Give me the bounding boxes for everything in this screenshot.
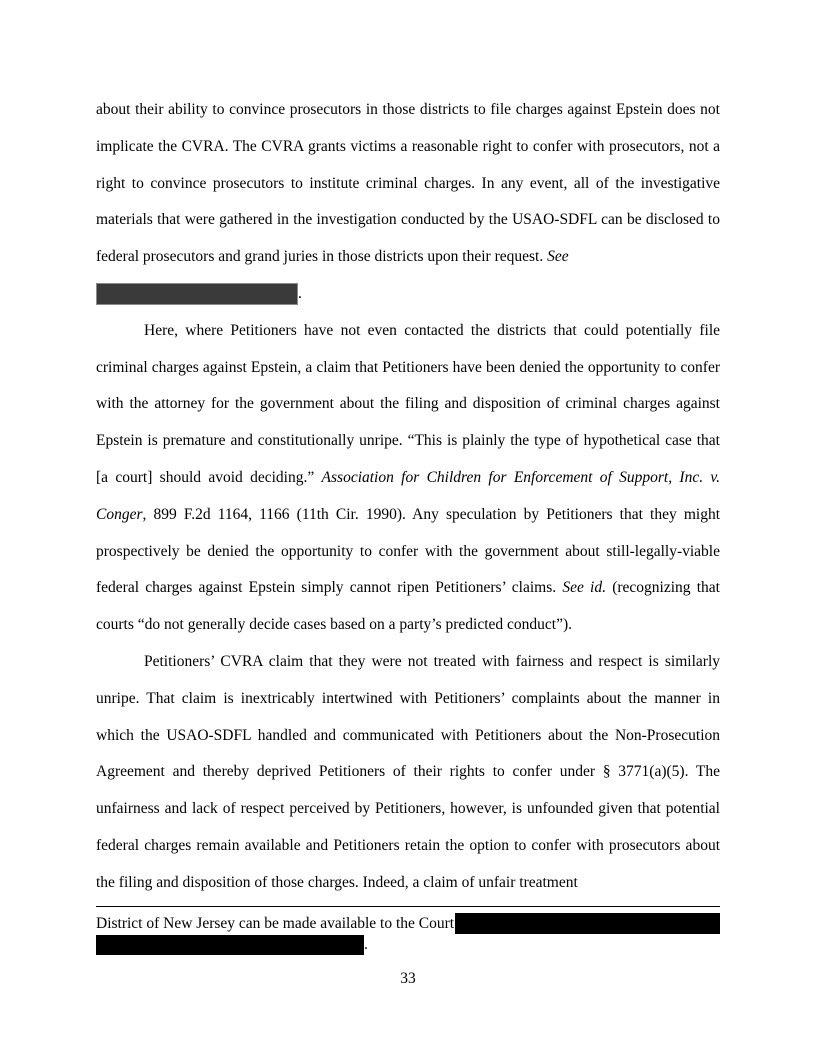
redaction-box [455, 913, 720, 934]
paragraph-text: , 899 F.2d 1164, 1166 (11th Cir. 1990). Any speculation by Petitioners that they might prospectively be denied the opportunity to confer with the government about still-legally-viable federal charges against Epstein simply cannot ripen Petitioners’ claims. [96, 505, 720, 597]
paragraph-text: Petitioners’ CVRA claim that they were not treated with fairness and respect is similarly unripe. That claim is inextricably intertwined with Petitioners’ complaints about the manner in which the USAO-SDFL handled and communicated with Petitioners about the Non-Prosecution Agreement and thereby deprived Petitioners of their rights to confer under § 3771(a)(5). The unfairness and lack of respect perceived by Petitioners, however, is unfounded given that potential federal charges remain available and Petitioners retain the option to confer with prosecutors about the filing and disposition of those charges. Indeed, a claim of unfair treatment [96, 652, 720, 891]
paragraph-fairness [96, 644, 720, 902]
citation-signal: See id. [562, 579, 606, 597]
redaction-box [96, 935, 364, 955]
redaction-box [96, 283, 298, 305]
paragraph-ripeness [96, 313, 720, 644]
footnote-divider [96, 906, 720, 907]
sentence-period: . [298, 284, 302, 302]
paragraph-text: Here, where Petitioners have not even contacted the districts that could potentially file criminal charges against Epstein, a claim that Petitioners have been denied the opportunity to confer with the attorney for the government about the filing and disposition of criminal charges against Epstein is premature and constitutionally unripe. “This is plainly the type of hypothetical case that [a court] should avoid deciding.” [96, 321, 720, 486]
footnote-text: District of New Jersey can be made available to the Court [96, 915, 455, 932]
paragraph-text: about their ability to convince prosecutors in those districts to file charges against Epstein does not implicate the CVRA. The CVRA grants victims a reasonable right to confer with prosecutors, not a right to convince prosecutors to institute criminal charges. In any event, all of the investigative materials that were gathered in the investigation conducted by the USAO-SDFL can be disclosed to federal prosecutors and grand juries in those districts upon their request. [96, 101, 720, 266]
case-citation: Association for Children for Enforcement of Support, Inc. v. Conger [96, 468, 720, 523]
sentence-period: . [364, 936, 368, 953]
citation-signal: See [547, 248, 569, 266]
document-body [96, 92, 720, 902]
paragraph-continued [96, 92, 720, 313]
footnote-line-1 [96, 913, 720, 934]
footnote-line-2 [96, 934, 720, 955]
paragraph-text: (recognizing that courts “do not generally decide cases based on a party’s predicted conduct”). [96, 579, 720, 634]
footnote [96, 913, 720, 955]
page-number: 33 [400, 970, 416, 987]
